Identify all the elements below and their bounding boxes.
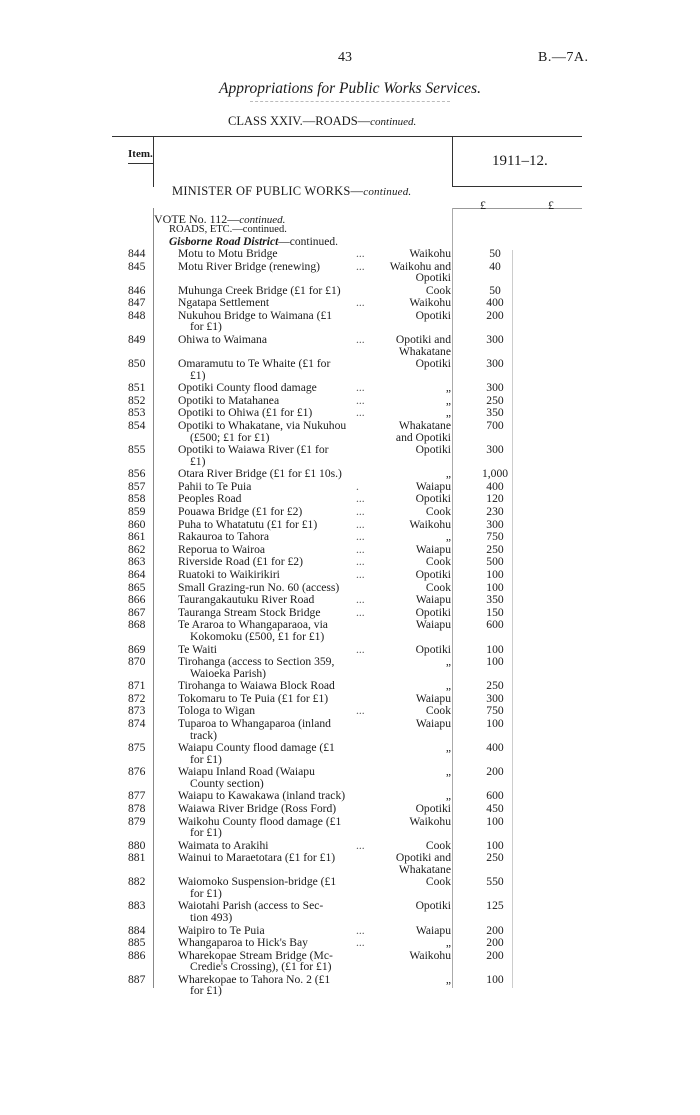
amount-value: 750 xyxy=(486,530,504,544)
county-name: Opotiki xyxy=(415,801,451,815)
item-description: for £1) xyxy=(190,984,222,998)
body-column-rule-mid xyxy=(452,208,453,988)
amount-value: 125 xyxy=(486,899,504,913)
item-description: Wainui to Maraetotara (£1 for £1) xyxy=(178,851,336,865)
amount-value: 350 xyxy=(486,593,504,607)
county-name: Opotiki and xyxy=(395,333,451,346)
amount-value: 300 xyxy=(486,381,504,395)
item-number: 874 xyxy=(128,717,146,730)
item-description: Waiapu County flood damage (£1 xyxy=(178,741,335,755)
item-column-rule xyxy=(153,137,154,187)
county-name: Opotiki xyxy=(415,357,451,371)
item-number: 858 xyxy=(128,492,146,506)
item-description: Muhunga Creek Bridge (£1 for £1) xyxy=(178,283,341,297)
item-description: Taurangakautuku River Road xyxy=(178,593,315,607)
item-number: 877 xyxy=(128,789,146,803)
leader-dots: ... xyxy=(356,936,365,950)
county-name: Cook xyxy=(425,580,451,594)
county-name: Whakatane xyxy=(398,344,451,358)
county-name: Opotiki xyxy=(415,642,451,656)
item-header-rule xyxy=(128,163,154,164)
county-name: „ xyxy=(445,381,451,395)
county-name: Opotiki xyxy=(415,568,451,581)
minister-heading-continued: continued. xyxy=(363,186,412,198)
item-number: 887 xyxy=(128,972,146,986)
amount-value: 300 xyxy=(486,517,504,531)
county-name: „ xyxy=(445,679,451,693)
item-description: Waipiro to Te Puia xyxy=(178,923,265,937)
amount-value: 50 xyxy=(489,247,501,260)
leader-dots: ... xyxy=(356,492,365,506)
item-description: Puha to Whatatutu (£1 for £1) xyxy=(178,517,318,531)
amount-value: 600 xyxy=(486,789,504,803)
currency-symbol-2: £ xyxy=(548,198,554,212)
currency-symbol-1: £ xyxy=(480,198,486,212)
item-description: Waiotahi Parish (access to Sec- xyxy=(178,899,324,913)
item-description: Waioeka Parish) xyxy=(190,666,267,680)
county-name: Whakatane xyxy=(398,862,451,876)
item-number: 880 xyxy=(128,838,146,852)
item-description: Motu River Bridge (renewing) xyxy=(178,259,320,273)
class-heading-continued: continued. xyxy=(370,116,417,128)
amount-value: 200 xyxy=(486,948,504,962)
item-number: 869 xyxy=(128,642,146,656)
county-name: Waikohu xyxy=(409,517,451,531)
county-name: Waiapu xyxy=(415,618,451,632)
item-description: Waiawa River Bridge (Ross Ford) xyxy=(178,801,337,815)
county-name: Waiapu xyxy=(415,691,451,705)
item-description: tion 493) xyxy=(190,910,233,924)
item-description: Ngatapa Settlement xyxy=(178,296,270,310)
item-description: Te Araroa to Whangaparaoa, via xyxy=(178,618,328,632)
leader-dots: ... xyxy=(356,542,365,556)
amount-value: 350 xyxy=(486,406,504,420)
amount-value: 1,000 xyxy=(481,467,509,481)
item-description: Tauranga Stream Stock Bridge xyxy=(178,605,321,619)
item-description: Opotiki to Matahanea xyxy=(178,393,280,407)
item-number: 861 xyxy=(128,530,146,544)
county-name: Waiapu xyxy=(415,593,451,607)
item-number: 856 xyxy=(128,467,146,481)
item-description: Nukuhou Bridge to Waimana (£1 xyxy=(178,308,333,322)
leader-dots: ... xyxy=(356,838,365,852)
county-name: Opotiki xyxy=(415,308,451,322)
county-name: Waiapu xyxy=(415,923,451,937)
county-name: Whakatane xyxy=(398,419,451,432)
item-description: £1) xyxy=(190,368,206,382)
vote-heading-continued: continued. xyxy=(239,214,286,226)
item-number: 855 xyxy=(128,443,146,457)
item-number: 886 xyxy=(128,948,146,962)
county-name: „ xyxy=(445,406,451,420)
item-number: 862 xyxy=(128,542,146,556)
page-number: 43 xyxy=(338,50,352,65)
item-number: 885 xyxy=(128,936,146,950)
item-description: Small Grazing-run No. 60 (access) xyxy=(178,580,340,594)
item-number: 853 xyxy=(128,406,146,420)
amount-value: 100 xyxy=(486,838,504,852)
item-number: 854 xyxy=(128,419,146,432)
county-name: Opotiki xyxy=(415,605,451,619)
county-name: Opotiki and xyxy=(395,851,451,865)
amount-value: 200 xyxy=(486,923,504,937)
amount-value: 250 xyxy=(486,542,504,556)
item-description: Waikohu County flood damage (£1 xyxy=(178,814,342,828)
amount-value: 250 xyxy=(486,393,504,407)
item-description: £1) xyxy=(190,454,206,468)
amount-value: 120 xyxy=(486,492,504,506)
item-description: Rakauroa to Tahora xyxy=(178,530,270,544)
item-number: 851 xyxy=(128,381,146,395)
amount-value: 100 xyxy=(486,642,504,656)
item-description: County section) xyxy=(190,776,264,790)
county-name: Cook xyxy=(425,283,451,297)
item-description: Peoples Road xyxy=(178,492,242,506)
item-description: Omaramutu to Te Whaite (£1 for xyxy=(178,357,331,371)
item-number: 878 xyxy=(128,801,146,815)
county-name: Waikohu and xyxy=(389,259,451,273)
item-description: Tologa to Wigan xyxy=(178,704,256,718)
leader-dots: ... xyxy=(356,568,365,581)
page-title: Appropriations for Public Works Services. xyxy=(219,80,481,97)
document-reference: B.—7A. xyxy=(538,50,589,65)
item-number: 848 xyxy=(128,308,146,322)
county-name: Cook xyxy=(425,838,451,852)
item-number: 852 xyxy=(128,393,146,407)
county-name: „ xyxy=(445,393,451,407)
county-name: „ xyxy=(445,655,451,669)
amount-value: 300 xyxy=(486,333,504,346)
item-description: Kokomoku (£500, £1 for £1) xyxy=(190,629,325,643)
item-number: 883 xyxy=(128,899,146,913)
county-name: Waikohu xyxy=(409,296,451,310)
amount-value: 450 xyxy=(486,801,504,815)
item-number: 846 xyxy=(128,283,146,297)
item-description: Credie's Crossing), (£1 for £1) xyxy=(190,960,332,974)
item-description: Ruatoki to Waikirikiri xyxy=(178,568,280,581)
amount-value: 200 xyxy=(486,765,504,779)
item-number: 882 xyxy=(128,875,146,889)
amount-value: 230 xyxy=(486,505,504,518)
item-description: Wharekopae Stream Bridge (Mc- xyxy=(178,948,333,962)
amount-value: 100 xyxy=(486,568,504,581)
item-number: 859 xyxy=(128,505,146,518)
leader-dots: ... xyxy=(356,406,365,420)
item-number: 863 xyxy=(128,555,146,569)
amount-value: 100 xyxy=(486,580,504,594)
item-description: Opotiki to Waiawa River (£1 for xyxy=(178,443,329,457)
item-description: Waimata to Arakihi xyxy=(178,838,269,852)
county-name: Opotiki xyxy=(415,271,451,285)
county-name: Waiapu xyxy=(415,717,451,730)
currency-rule xyxy=(452,208,582,209)
item-description: Tokomaru to Te Puia (£1 for £1) xyxy=(178,691,329,705)
item-description: Waiomoko Suspension-bridge (£1 xyxy=(178,875,337,889)
amount-value: 400 xyxy=(486,479,504,493)
item-description: Opotiki County flood damage xyxy=(178,381,317,395)
leader-dots: ... xyxy=(356,923,365,937)
year-column-rule xyxy=(452,137,453,187)
item-number: 845 xyxy=(128,259,146,273)
item-number: 847 xyxy=(128,296,146,310)
district-continued: —continued. xyxy=(278,236,338,248)
county-name: Waiapu xyxy=(415,479,451,493)
leader-dots: . xyxy=(356,479,359,493)
item-number: 881 xyxy=(128,851,146,865)
amount-value: 250 xyxy=(486,679,504,693)
year-header-rule xyxy=(452,186,582,187)
county-name: Cook xyxy=(425,875,451,889)
title-divider xyxy=(250,101,450,102)
amount-value: 300 xyxy=(486,691,504,705)
item-number: 857 xyxy=(128,479,146,493)
county-name: Waiapu xyxy=(415,542,451,556)
county-name: Cook xyxy=(425,704,451,718)
item-description: Reporua to Wairoa xyxy=(178,542,266,556)
item-description: Te Waiti xyxy=(178,642,217,656)
item-number: 865 xyxy=(128,580,146,594)
item-description: Waiapu to Kawakawa (inland track) xyxy=(178,789,346,803)
county-name: „ xyxy=(445,789,451,803)
item-number: 870 xyxy=(128,655,146,669)
item-description: Opotiki to Ohiwa (£1 for £1) xyxy=(178,406,313,420)
leader-dots: ... xyxy=(356,259,365,273)
item-description: Motu to Motu Bridge xyxy=(178,247,278,260)
item-number: 866 xyxy=(128,593,146,607)
leader-dots: ... xyxy=(356,381,365,395)
item-description: Tirohanga (access to Section 359, xyxy=(178,655,335,669)
item-description: Ohiwa to Waimana xyxy=(178,333,268,346)
amount-value: 200 xyxy=(486,308,504,322)
amount-value: 100 xyxy=(486,655,504,669)
district-name: Gisborne Road District xyxy=(169,236,279,248)
county-name: Opotiki xyxy=(415,899,451,913)
leader-dots: ... xyxy=(356,555,365,569)
item-column-header: Item. xyxy=(128,148,153,160)
item-description: Otara River Bridge (£1 for £1 10s.) xyxy=(178,467,342,481)
class-heading-text: CLASS XXIV.—ROADS— xyxy=(228,114,371,128)
county-name: „ xyxy=(445,936,451,950)
leader-dots: ... xyxy=(356,605,365,619)
item-description: Tirohanga to Waiawa Block Road xyxy=(178,679,335,693)
item-description: track) xyxy=(190,728,218,742)
amount-value: 100 xyxy=(486,717,504,730)
county-name: „ xyxy=(445,972,451,986)
item-number: 871 xyxy=(128,679,146,693)
leader-dots: ... xyxy=(356,296,365,310)
county-name: Cook xyxy=(425,555,451,569)
county-name: „ xyxy=(445,467,451,481)
item-number: 844 xyxy=(128,247,146,260)
amount-value: 50 xyxy=(489,283,501,297)
county-name: Cook xyxy=(425,505,451,518)
item-number: 879 xyxy=(128,814,146,828)
county-name: Waikohu xyxy=(409,948,451,962)
leader-dots: ... xyxy=(356,704,365,718)
minister-heading-text: MINISTER OF PUBLIC WORKS— xyxy=(172,184,364,198)
class-heading xyxy=(228,114,416,129)
item-number: 868 xyxy=(128,618,146,632)
amount-value: 750 xyxy=(486,704,504,718)
item-description: for £1) xyxy=(190,320,222,334)
county-name: „ xyxy=(445,765,451,779)
amount-value: 200 xyxy=(486,936,504,950)
amount-value: 400 xyxy=(486,741,504,755)
item-description: Waiapu Inland Road (Waiapu xyxy=(178,765,315,779)
item-description: for £1) xyxy=(190,752,222,766)
leader-dots: ... xyxy=(356,593,365,607)
item-description: Pouawa Bridge (£1 for £2) xyxy=(178,505,303,518)
county-name: Opotiki xyxy=(415,492,451,506)
county-name: „ xyxy=(445,530,451,544)
roads-subheading: ROADS, ETC.—continued. xyxy=(169,224,287,235)
vote-heading-text: VOTE No. 112— xyxy=(154,212,240,226)
amount-value: 100 xyxy=(486,972,504,986)
item-description: (£500; £1 for £1) xyxy=(190,430,270,444)
item-description: Riverside Road (£1 for £2) xyxy=(178,555,303,569)
county-name: „ xyxy=(445,741,451,755)
leader-dots: ... xyxy=(356,505,365,518)
item-description: Tuparoa to Whangaparoa (inland xyxy=(178,717,331,730)
amount-value: 400 xyxy=(486,296,504,310)
amount-value: 550 xyxy=(486,875,504,889)
item-number: 860 xyxy=(128,517,146,531)
leader-dots: ... xyxy=(356,642,365,656)
leader-dots: ... xyxy=(356,517,365,531)
item-number: 875 xyxy=(128,741,146,755)
item-number: 873 xyxy=(128,704,146,718)
item-description: Pahii to Te Puia xyxy=(178,479,252,493)
leader-dots: ... xyxy=(356,247,365,260)
amount-value: 300 xyxy=(486,443,504,457)
item-description: Opotiki to Whakatane, via Nukuhou xyxy=(178,419,347,432)
county-name: Opotiki xyxy=(415,443,451,457)
item-description: Wharekopae to Tahora No. 2 (£1 xyxy=(178,972,331,986)
item-number: 850 xyxy=(128,357,146,371)
leader-dots: ... xyxy=(356,530,365,544)
amount-value: 250 xyxy=(486,851,504,865)
amount-value: 600 xyxy=(486,618,504,632)
county-name: and Opotiki xyxy=(395,430,451,444)
amount-value: 40 xyxy=(489,259,501,273)
item-number: 872 xyxy=(128,691,146,705)
county-name: Waikohu xyxy=(409,814,451,828)
county-name: Waikohu xyxy=(409,247,451,260)
leader-dots: ... xyxy=(356,393,365,407)
minister-heading xyxy=(172,184,411,199)
leader-dots: ... xyxy=(356,333,365,346)
year-column-header: 1911–12. xyxy=(492,153,548,169)
item-number: 867 xyxy=(128,605,146,619)
amount-value: 500 xyxy=(486,555,504,569)
table-top-rule xyxy=(112,136,582,137)
item-description: for £1) xyxy=(190,826,222,839)
item-description: Whangaparoa to Hick's Bay xyxy=(178,936,308,950)
item-number: 864 xyxy=(128,568,146,581)
item-number: 876 xyxy=(128,765,146,779)
item-number: 884 xyxy=(128,923,146,937)
amount-value: 100 xyxy=(486,814,504,828)
item-description: for £1) xyxy=(190,886,222,900)
amount-value: 150 xyxy=(486,605,504,619)
amount-value: 300 xyxy=(486,357,504,371)
item-number: 849 xyxy=(128,333,146,346)
amount-value: 700 xyxy=(486,419,504,432)
